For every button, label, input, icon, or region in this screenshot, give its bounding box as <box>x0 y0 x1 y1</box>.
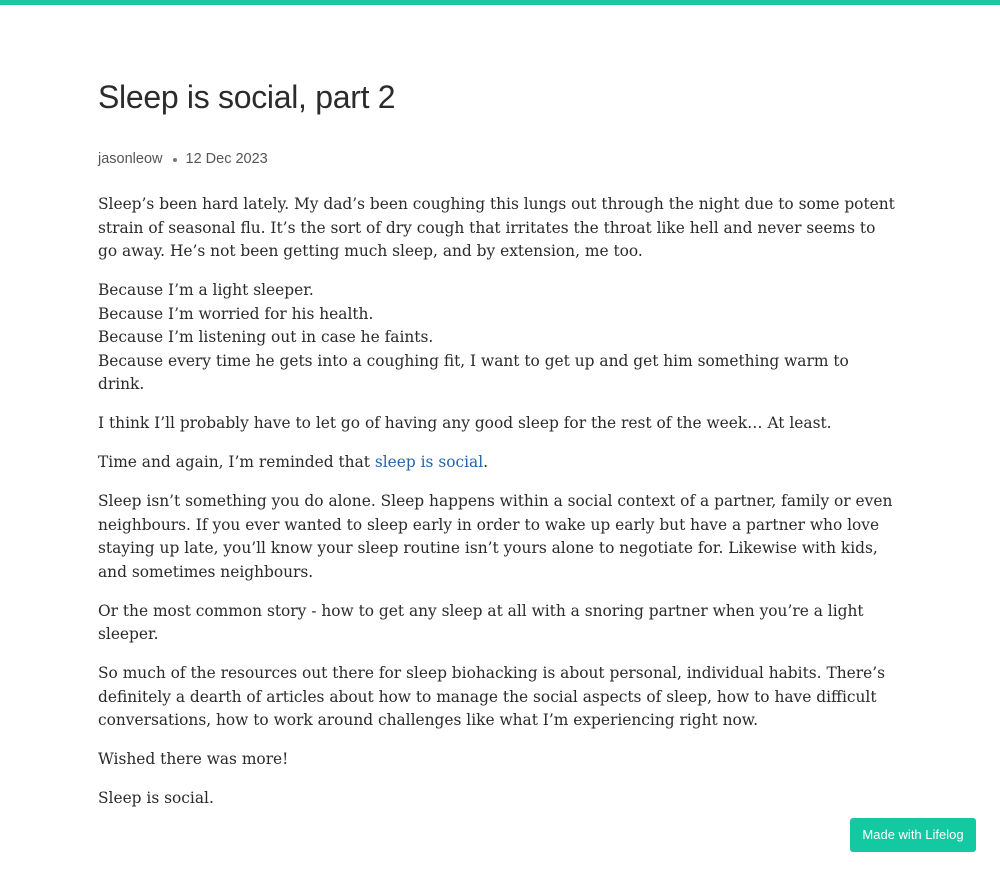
paragraph-line: Because I’m a light sleeper. <box>98 281 314 299</box>
post-date: 12 Dec 2023 <box>185 151 268 167</box>
paragraph-with-link <box>98 451 898 475</box>
post-author[interactable]: jasonleow <box>98 151 163 167</box>
paragraph: Sleep is social. <box>98 789 214 807</box>
paragraph-line: Because every time he gets into a coughing fit, I want to get up and get him something warm to drink. <box>98 351 849 393</box>
post-article <box>98 78 898 826</box>
made-with-lifelog-button[interactable]: Made with Lifelog <box>850 818 976 852</box>
paragraph: I think I’ll probably have to let go of having any good sleep for the rest of the week… At least. <box>98 414 832 432</box>
post-meta <box>98 149 898 169</box>
paragraph: So much of the resources out there for sleep biohacking is about personal, individual habits. There’s definitely a dearth of articles about how to manage the social aspects of sleep, how to have difficult conversations, how to work around challenges like what I’m experiencing right now. <box>98 664 885 729</box>
paragraph-text: Time and again, I’m reminded that <box>98 453 375 471</box>
paragraph-line: Because I’m listening out in case he faints. <box>98 328 434 346</box>
paragraph: Or the most common story - how to get any sleep at all with a snoring partner when you’re a light sleeper. <box>98 601 864 643</box>
post-body <box>98 193 898 811</box>
post-title: Sleep is social, part 2 <box>98 79 396 115</box>
paragraph: Wished there was more! <box>98 750 289 768</box>
paragraph: Sleep isn’t something you do alone. Sleep happens within a social context of a partner, family or even neighbours. If you ever wanted to sleep early in order to wake up early but have a partner who love staying up late, you’ll know your sleep routine isn’t yours alone to negotiate for. Likewise with kids, and sometimes neighbours. <box>98 492 893 581</box>
meta-separator-dot <box>173 158 177 162</box>
top-accent-bar <box>0 0 1000 5</box>
paragraph: Sleep’s been hard lately. My dad’s been coughing this lungs out through the night due to some potent strain of seasonal flu. It’s the sort of dry cough that irritates the throat like hell and never seems to go away. He’s not been getting much sleep, and by extension, me too. <box>98 195 895 260</box>
paragraph-line: Because I’m worried for his health. <box>98 304 374 323</box>
sleep-is-social-link[interactable]: sleep is social <box>374 453 484 471</box>
paragraph-because-list <box>98 279 898 397</box>
paragraph-text: . <box>483 453 489 471</box>
